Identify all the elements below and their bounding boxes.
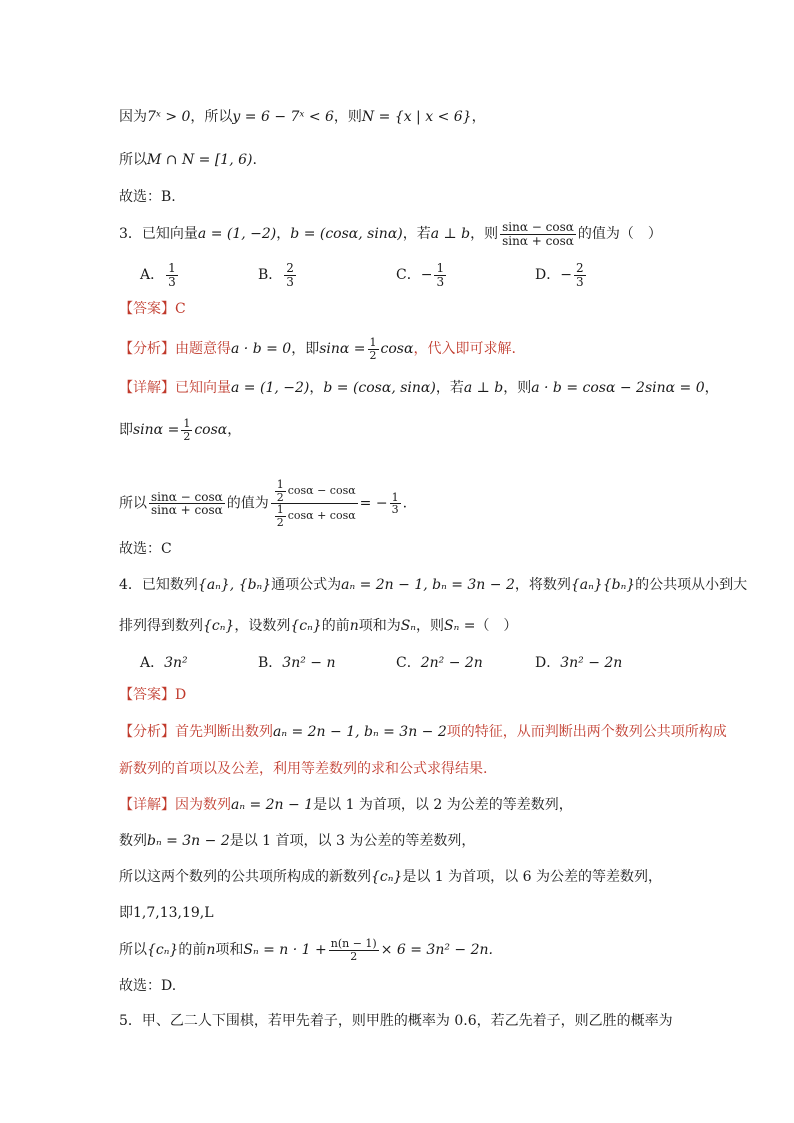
q3-option-b [258, 262, 298, 288]
fraction [275, 479, 286, 503]
q4-analysis [119, 722, 734, 742]
text: 是以 1 为首项，以 6 为公差的等差数列， [402, 869, 662, 885]
text: ，则 [503, 380, 532, 396]
text: ，将数列 [514, 577, 571, 593]
text: （ ） [475, 618, 518, 634]
text: ， [227, 422, 242, 439]
math-expr: {cₙ} [203, 618, 235, 634]
text: . [252, 152, 257, 168]
q4-detail [119, 795, 734, 815]
q3-stem [119, 221, 734, 247]
q5-stem: 5．甲、乙二人下围棋，若甲先着子，则甲胜的概率为 0.6，若乙先着子，则乙胜的概率为 [119, 1013, 673, 1029]
math-expr: cosα [194, 422, 228, 439]
text: 排列得到数列 [119, 618, 203, 634]
fraction [434, 262, 446, 288]
text: 项和为 [358, 618, 401, 634]
math-expr: {aₙ}{bₙ} [570, 577, 636, 593]
text: 3．已知向量 [119, 226, 198, 243]
text: 是以 1 首项，以 3 为公差的等差数列， [229, 833, 476, 849]
math-expr: cosα − cosα [287, 484, 356, 498]
q4-analysis-line2: 新数列的首项以及公差，利用等差数列的求和公式求得结果. [119, 761, 488, 777]
numerator: 2 [575, 261, 584, 275]
numerator: 1 [276, 478, 284, 491]
q3-option-a [140, 262, 180, 288]
numerator: n(n − 1) [330, 937, 377, 950]
math-expr: cosα + cosα [287, 509, 356, 523]
vector-a: a = (1, −2) [231, 380, 310, 396]
answer-value: D [175, 687, 187, 703]
q3-detail-line3 [119, 479, 734, 528]
vector-b: b = (cosα, sinα) [290, 226, 403, 243]
text: 已知向量 [175, 380, 231, 396]
text: 数列 [119, 833, 147, 849]
numerator: 1 [436, 261, 445, 275]
q3-option-c [396, 262, 448, 288]
answer-label: 【答案】 [119, 301, 175, 317]
q3-analysis [119, 337, 734, 361]
text: 所以 [119, 942, 147, 959]
math-expr: {cₙ} [147, 942, 179, 959]
fraction [390, 492, 401, 516]
complex-fraction [271, 479, 358, 528]
option-value: 3n² − n [282, 655, 336, 671]
q3-answer [119, 299, 734, 319]
q3-detail [119, 378, 734, 398]
q2-result: 故选：B. [119, 189, 176, 205]
text: ， [471, 109, 486, 125]
q4-detail-line5 [119, 938, 734, 962]
numerator: sinα − cosα [502, 220, 574, 234]
text: 的公共项从小到大 [635, 577, 748, 593]
math-expr: = − [359, 495, 388, 512]
text: 项的特征，从而判断出两个数列公共项所构成 [446, 724, 727, 740]
option-value: 3n² − 2n [560, 655, 623, 671]
math-expr: a ⊥ b [463, 380, 504, 396]
numerator [271, 479, 358, 504]
text: ，即 [291, 341, 320, 358]
denominator: 3 [575, 274, 584, 289]
math-expr: M ∩ N = [1, 6) [147, 152, 253, 168]
math-expr: {cₙ} [290, 618, 322, 634]
analysis-label: 【分析】 [119, 724, 175, 740]
q4-detail-line4: 即1,7,13,19,L [119, 905, 214, 921]
text: ， [276, 226, 291, 243]
math-expr: bₙ = 3n − 2 [147, 833, 230, 849]
detail-label: 【详解】 [119, 797, 175, 813]
text: 的值为（ ） [577, 226, 662, 243]
math-expr: n [349, 618, 359, 634]
text: 通项公式为 [271, 577, 342, 593]
denominator: 2 [276, 515, 284, 529]
text: ， [309, 380, 324, 396]
math-expr: a · b = cosα − 2sinα = 0 [531, 380, 705, 396]
detail-label: 【详解】 [119, 380, 175, 396]
text: 的前 [321, 618, 350, 634]
q4-result: 故选：D. [119, 978, 177, 994]
option-value: 3n² [164, 655, 188, 671]
vector-b: b = (cosα, sinα) [323, 380, 436, 396]
answer-value: C [175, 301, 186, 317]
text: ，代入即可求解. [413, 341, 516, 358]
numerator: 1 [168, 261, 176, 275]
q2-solution-line2 [119, 150, 734, 170]
math-expr: a ⊥ b [430, 226, 471, 243]
math-expr: aₙ = 2n − 1 [231, 797, 314, 813]
text: ，则 [470, 226, 499, 243]
fraction [574, 262, 586, 288]
text: ，所以 [190, 109, 233, 125]
q3-detail-line2 [119, 418, 734, 442]
fraction [275, 504, 286, 528]
option-label: A． [140, 655, 165, 671]
q4-option-c [396, 653, 483, 673]
q4-option-b [258, 653, 335, 673]
numerator: 1 [369, 336, 377, 349]
option-label: B． [258, 655, 283, 671]
minus-sign: − [420, 267, 433, 284]
denominator: 2 [276, 490, 284, 504]
text: 由题意得 [175, 341, 231, 358]
math-expr: {cₙ} [371, 869, 403, 885]
denominator: 3 [436, 274, 445, 289]
text: 项和 [215, 942, 244, 959]
math-expr: Sₙ [400, 618, 416, 634]
denominator: 2 [183, 429, 191, 443]
text: 所以 [119, 495, 147, 512]
q4-stem-line2 [119, 616, 734, 636]
text: 所以这两个数列的公共项所构成的新数列 [119, 869, 371, 885]
option-label: C． [396, 655, 421, 671]
text: ，若 [435, 380, 464, 396]
q4-stem [119, 575, 748, 595]
text: 即 [119, 422, 133, 439]
numerator: 1 [183, 417, 191, 430]
option-value: 2n² − 2n [420, 655, 483, 671]
numerator: sinα − cosα [151, 489, 223, 504]
q4-detail-line3 [119, 867, 734, 887]
option-label: A． [140, 267, 165, 284]
denominator: 3 [168, 274, 176, 289]
math-expr: Sₙ = [443, 618, 476, 634]
q4-detail-line2 [119, 831, 734, 851]
text: 首先判断出数列 [175, 724, 273, 740]
math-expr: sinα = [133, 422, 180, 439]
text: 的前 [178, 942, 207, 959]
fraction [181, 418, 192, 442]
q3-result: 故选：C [119, 541, 172, 557]
option-label: B． [258, 267, 283, 284]
denominator: 2 [369, 348, 377, 362]
denominator: sinα + cosα [151, 503, 223, 518]
vector-a: a = (1, −2) [197, 226, 277, 243]
denominator: sinα + cosα [502, 233, 574, 248]
denominator: 2 [350, 949, 358, 963]
denominator: 3 [391, 503, 399, 517]
denominator: 3 [286, 274, 294, 289]
numerator: 1 [276, 503, 284, 517]
text: 是以 1 为首项，以 2 为公差的等差数列， [313, 797, 573, 813]
text: 所以 [119, 152, 147, 168]
math-expr: sinα = [319, 341, 366, 358]
q2-solution-line1 [119, 107, 734, 127]
text: . [402, 495, 408, 512]
math-expr: aₙ = 2n − 1, bₙ = 3n − 2 [273, 724, 447, 740]
answer-label: 【答案】 [119, 687, 175, 703]
fraction [368, 337, 379, 361]
text: ，则 [333, 109, 362, 125]
fraction [166, 262, 178, 288]
text: 的值为 [226, 495, 269, 512]
math-expr: aₙ = 2n − 1, bₙ = 3n − 2 [341, 577, 515, 593]
numerator: 2 [286, 261, 294, 275]
text: 因为数列 [175, 797, 231, 813]
math-expr: n [206, 942, 216, 959]
math-expr: {aₙ}, {bₙ} [197, 577, 272, 593]
option-label: C． [396, 267, 421, 284]
q4-option-a [140, 653, 188, 673]
math-expr: y = 6 − 7ˣ < 6 [232, 109, 334, 125]
math-expr: cosα [380, 341, 414, 358]
math-expr: × 6 = 3n² − 2n. [380, 942, 493, 959]
math-expr: 7ˣ > 0 [147, 109, 191, 125]
fraction [149, 491, 225, 517]
option-label: D． [535, 655, 561, 671]
fraction [329, 938, 379, 962]
text: ，若 [402, 226, 431, 243]
denominator [271, 504, 358, 528]
fraction [500, 221, 576, 247]
fraction [284, 262, 296, 288]
text: ，则 [415, 618, 444, 634]
q4-option-d [535, 653, 622, 673]
text: 因为 [119, 109, 147, 125]
math-expr: a · b = 0 [231, 341, 292, 358]
math-expr: N = {x | x < 6} [361, 109, 472, 125]
text: ， [704, 380, 719, 396]
math-expr: Sₙ = n · 1 + [243, 942, 327, 959]
analysis-label: 【分析】 [119, 341, 175, 358]
option-label: D． [535, 267, 561, 284]
text: 4．已知数列 [119, 577, 198, 593]
q3-option-d [535, 262, 588, 288]
text: ，设数列 [234, 618, 291, 634]
q4-answer [119, 685, 734, 705]
minus-sign: − [560, 267, 572, 284]
numerator: 1 [391, 490, 399, 504]
